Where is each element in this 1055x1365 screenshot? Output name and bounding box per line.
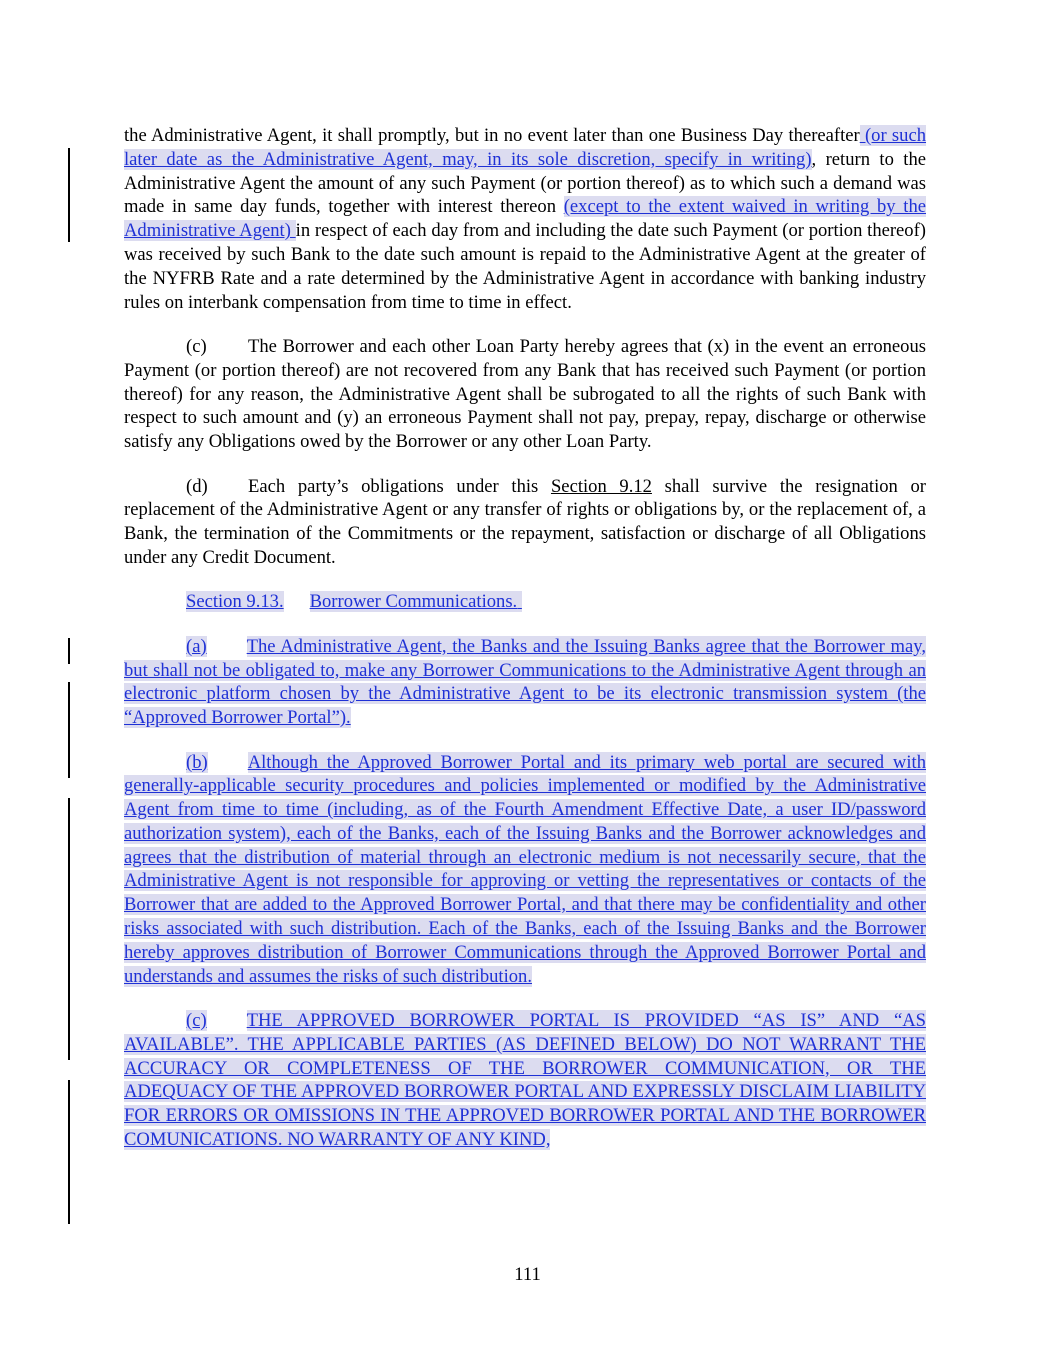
para1-text-2: , return to the Administrative Agent the amount of any such Payment (or portion thereof) as to which such a demand was made in same day funds, together with interest thereon: [124, 148, 926, 218]
change-bar: [68, 798, 70, 1060]
section-b-text: Although the Approved Borrower Portal and its primary web portal are secured with generally-applicable security procedures and policies implemented or modified by the Administrative Agent from time to time (including, as of the Fourth Amendment Effective Date, a user ID/password authorization system), each of the Banks, each of the Issuing Banks and the Borrower acknowledges and agrees that the distribution of material through an electronic medium is not necessarily secure, that the Administrative Agent is not responsible for approving or vetting the representatives or contacts of the Borrower that are added to the Approved Borrower Portal, and that there may be confidentiality and other risks associated with such distribution. Each of the Banks, each of the Issuing Banks and the Borrower hereby approves distribution of Borrower Communications through the Approved Borrower Portal and understands and assumes the risks of such distribution.: [124, 751, 926, 987]
paragraph-c-text: The Borrower and each other Loan Party hereby agrees that (x) in the event an erroneous Payment (or portion thereof) are not recovered from any Bank that has received such Payment (or portion thereof) for any reason, the Administrative Agent shall be subrogated to all the rights of such Bank with respect to such amount and (y) an erroneous Payment shall not pay, prepay, repay, discharge or otherwise satisfy any Obligations owed by the Borrower or any other Loan Party.: [124, 335, 926, 453]
section-reference-link[interactable]: Section 9.12: [550, 475, 652, 497]
section-c-text: THE APPROVED BORROWER PORTAL IS PROVIDED “AS IS” AND “AS AVAILABLE”. THE APPLICABLE PARTIES (AS DEFINED BELOW) DO NOT WARRANT THE ACCURACY OR COMPLETENESS OF THE BORROWER COMMUNICATION, OR THE ADEQUACY OF THE APPROVED BORROWER PORTAL AND EXPRESSLY DISCLAIM LIABILITY FOR ERRORS OR OMISSIONS IN THE APPROVED BORROWER PORTAL AND THE BORROWER COMUNICATIONS. NO WARRANTY OF ANY KIND,: [124, 1010, 926, 1151]
document-page: [124, 124, 926, 1172]
change-bar: [68, 1080, 70, 1224]
section-a: [124, 635, 926, 730]
paragraph-label: (b): [186, 751, 208, 773]
section-number: Section 9.13.: [186, 591, 284, 613]
change-bar: [68, 638, 70, 664]
para1-text-1: the Administrative Agent, it shall promptly, but in no event later than one Business Day thereafter: [124, 125, 860, 146]
section-a-text: The Administrative Agent, the Banks and the Issuing Banks agree that the Borrower may, but shall not be obligated to, make any Borrower Communications to the Administrative Agent through an electronic platform chosen by the Administrative Agent to be its electronic transmission system (the “Approved Borrower Portal”).: [124, 635, 926, 729]
section-b: [124, 751, 926, 989]
section-heading: [124, 590, 926, 614]
inserted-text: (except to the extent waived in writing by the Administrative Agent): [124, 196, 926, 242]
heading-trailing-space: [517, 591, 522, 612]
paragraph-label: (c): [186, 1010, 207, 1032]
paragraph-continuation: [124, 124, 926, 314]
para1-text-3: in respect of each day from and including the date such Payment (or portion thereof) was received by such Bank to the date such amount is repaid to the Administrative Agent at the greater of the NYFRB Rate and a rate determined by the Administrative Agent in accordance with banking industry rules on interbank compensation from time to time in effect.: [124, 220, 926, 313]
paragraph-label: (d): [186, 475, 208, 497]
section-c: [124, 1009, 926, 1152]
paragraph-d-text-2: shall survive the resignation or replacement of the Administrative Agent or any transfer of rights or obligations by, or the replacement of, a Bank, the termination of the Commitments or the repayment, satisfaction or discharge of all Obligations under any Credit Document.: [124, 475, 926, 568]
section-title: Borrower Communications.: [309, 591, 518, 613]
paragraph-label: (c): [186, 335, 207, 357]
paragraph-c: [124, 335, 926, 454]
paragraph-d: [124, 475, 926, 570]
paragraph-d-text-1: Each party’s obligations under this: [248, 475, 551, 497]
change-bar: [68, 682, 70, 778]
change-bar: [68, 148, 70, 242]
inserted-text: (or such later date as the Administrative Agent, may, in its sole discretion, specify in writing): [124, 125, 927, 170]
paragraph-label: (a): [186, 635, 207, 657]
page-number: 111: [514, 1264, 541, 1285]
